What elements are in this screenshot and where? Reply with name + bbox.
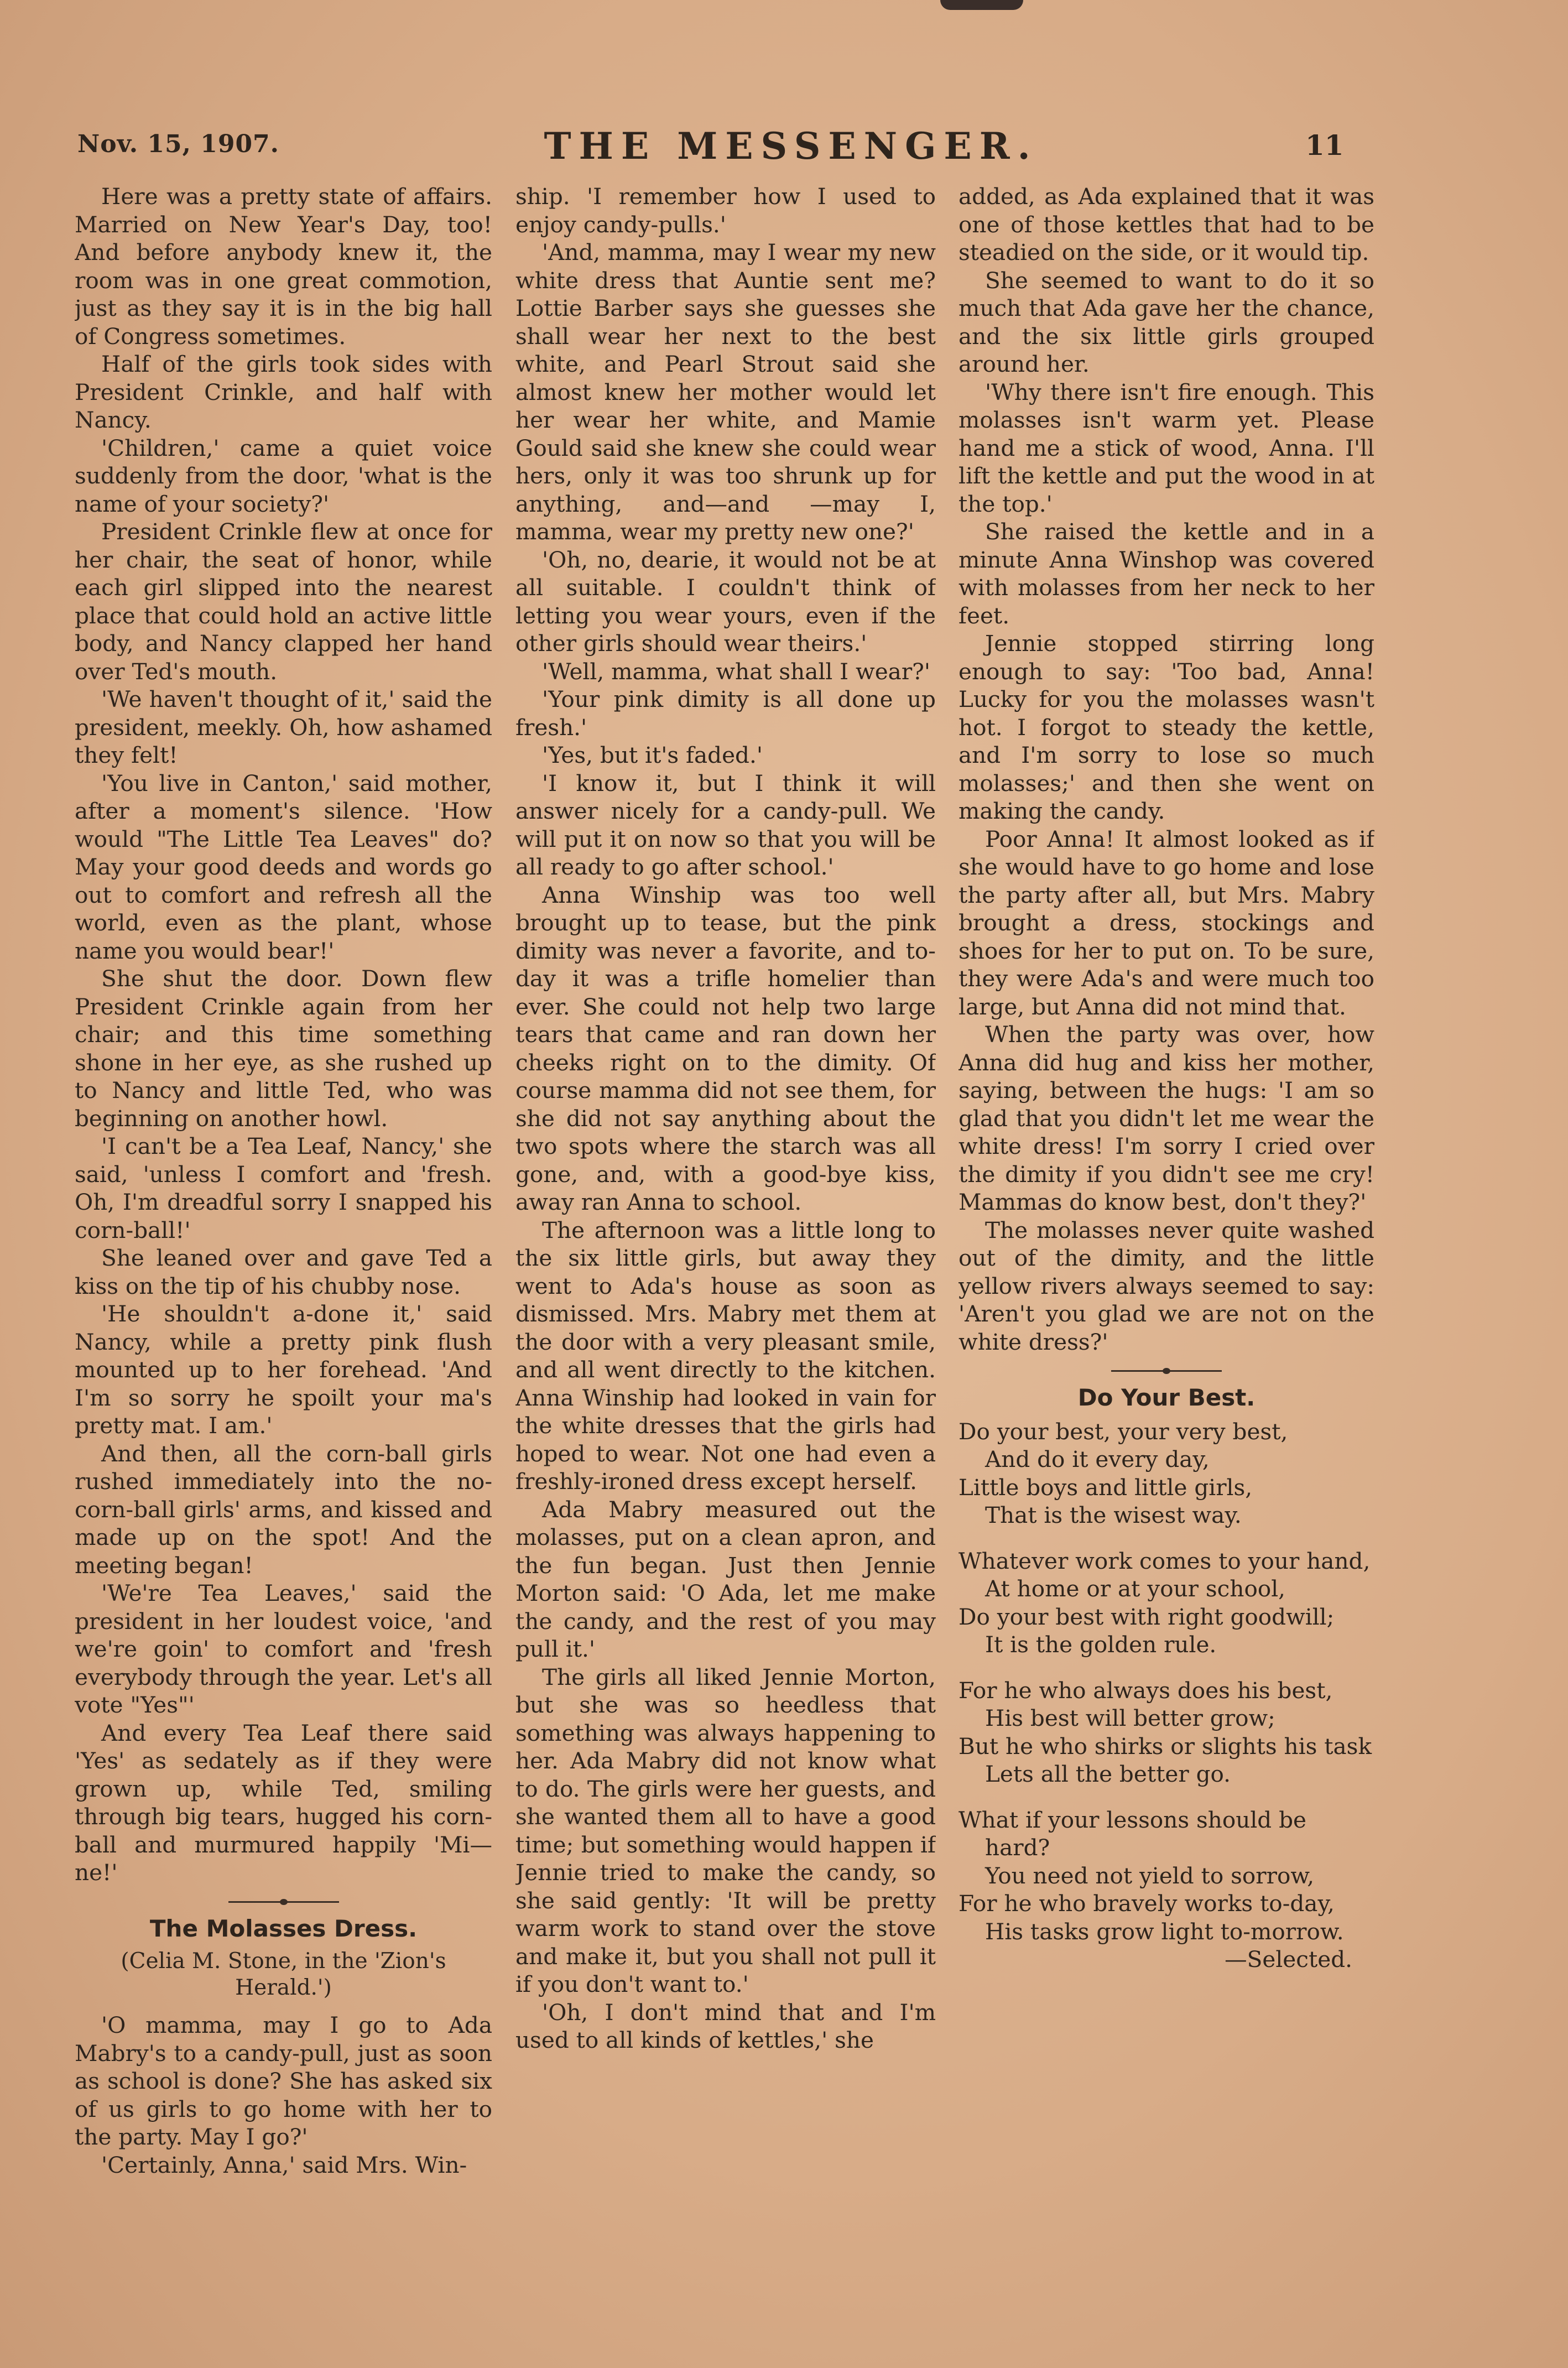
column-3 <box>958 183 1374 2279</box>
paragraph: The molasses never quite washed out of the dimity, and the little yellow rivers always seemed to say: 'Aren't you glad we are not on the white dress?' <box>958 1216 1374 1355</box>
paragraph: added, as Ada explained that it was one of those kettles that had to be steadied on the side, or it would tip. <box>958 183 1374 266</box>
paragraph: She leaned over and gave Ted a kiss on the tip of his chubby nose. <box>75 1245 492 1299</box>
paragraph: 'Your pink dimity is all done up fresh.' <box>515 686 936 741</box>
poem-stanza <box>958 1547 1374 1659</box>
poem-line: At home or at your school, <box>985 1575 1286 1602</box>
poem-line: Do your best with right goodwill; <box>958 1603 1335 1630</box>
column-2 <box>515 183 936 2279</box>
poem-line: For he who bravely works to-day, <box>958 1890 1335 1917</box>
poem-line: But he who shirks or slights his task <box>958 1732 1372 1760</box>
paragraph: 'And, mamma, may I wear my new white dress that Auntie sent me? Lottie Barber says she guesses she shall wear her next to the best white, and Pearl Strout said she almost knew her mother would let her wear her white, and Mamie Gould said she knew she could wear hers, only it was too shrunk up for anything, and—and —may I, mamma, wear my pretty new one?' <box>515 239 936 545</box>
page-number: 11 <box>1305 129 1344 162</box>
paragraph: Here was a pretty state of affairs. Married on New Year's Day, too! And before anybody knew it, the room was in one great commotion, just as they say it is in the big hall of Congress sometimes. <box>75 183 492 350</box>
poem-title: Do Your Best. <box>1077 1384 1256 1411</box>
story-credit: (Celia M. Stone, in the 'Zion's Herald.') <box>121 1949 446 2000</box>
poem-signoff: —Selected. <box>1225 1946 1352 1973</box>
paragraph: Jennie stopped stirring long enough to say: 'Too bad, Anna! Lucky for you the molasses wasn't hot. I forgot to steady the kettle, and I'm sorry to lose so much molasses;' and then she went on making the candy. <box>958 630 1374 824</box>
paragraph: 'Well, mamma, what shall I wear?' <box>542 658 931 685</box>
section-divider <box>228 1901 339 1903</box>
story-title: The Molasses Dress. <box>149 1914 418 1942</box>
poem-stanza <box>958 1418 1374 1529</box>
paragraph: President Crinkle flew at once for her chair, the seat of honor, while each girl slipped into the nearest place that could hold an active little body, and Nancy clapped her hand over Ted's mouth. <box>75 518 492 685</box>
paragraph: 'Oh, I don't mind that and I'm used to all kinds of kettles,' she <box>515 1999 936 2053</box>
paragraph: 'Why there isn't fire enough. This molasses isn't warm yet. Please hand me a stick of wood, Anna. I'll lift the kettle and put the wood in at the top.' <box>958 378 1374 517</box>
paragraph: 'You live in Canton,' said mother, after a moment's silence. 'How would "The Little Tea Leaves" do? May your good deeds and words go out to comfort and refresh all the world, even as the plant, whose name you would bear!' <box>75 769 492 964</box>
poem-stanza <box>958 1806 1374 1946</box>
paragraph: The afternoon was a little long to the six little girls, but away they went to Ada's house as soon as dismissed. Mrs. Mabry met them at the door with a very pleasant smile, and all went directly to the kitchen. Anna Winship had looked in vain for the white dresses that the girls had hoped to wear. Not one had even a freshly-ironed dress except herself. <box>515 1216 936 1495</box>
paragraph: 'Children,' came a quiet voice suddenly from the door, 'what is the name of your society?' <box>75 434 492 517</box>
paragraph: 'I can't be a Tea Leaf, Nancy,' she said, 'unless I comfort and 'fresh. Oh, I'm dreadful sorry I snapped his corn-ball!' <box>75 1133 492 1243</box>
paragraph: The girls all liked Jennie Morton, but she was so heedless that something was always happening to her. Ada Mabry did not know what to do. The girls were her guests, and she wanted them all to have a good time; but something would happen if Jennie tried to make the candy, so she said gently: 'It will be pretty warm work to stand over the stove and make it, but you shall not pull it if you don't want to.' <box>515 1663 936 1997</box>
section-divider <box>1111 1370 1222 1372</box>
paragraph: 'He shouldn't a-done it,' said Nancy, while a pretty pink flush mounted up to her forehead. 'And I'm so sorry he spoilt your ma's pretty mat. I am.' <box>75 1300 492 1439</box>
poem-stanza <box>958 1677 1374 1788</box>
paragraph: Half of the girls took sides with President Crinkle, and half with Nancy. <box>75 351 492 433</box>
poem-line: His tasks grow light to-morrow. <box>985 1918 1344 1945</box>
poem-line: What if your lessons should be hard? <box>958 1806 1306 1861</box>
paragraph: And every Tea Leaf there said 'Yes' as sedately as if they were grown up, while Ted, smiling through big tears, hugged his corn-ball and murmured happily 'Mi—ne!' <box>75 1719 492 1886</box>
binding-tab-mark <box>940 0 1023 10</box>
masthead-title: THE MESSENGER. <box>544 124 1038 168</box>
paragraph: 'I know it, but I think it will answer nicely for a candy-pull. We will put it on now so that you will be all ready to go after school.' <box>515 769 936 880</box>
issue-date: Nov. 15, 1907. <box>77 130 279 158</box>
page-header <box>0 124 1568 174</box>
poem-line: For he who always does his best, <box>958 1677 1333 1704</box>
paragraph: Poor Anna! It almost looked as if she would have to go home and lose the party after all, but Mrs. Mabry brought a dress, stockings and shoes for her to put on. To be sure, they were Ada's and were much too large, but Anna did not mind that. <box>958 825 1374 1020</box>
poem-line: And do it every day, <box>985 1446 1210 1472</box>
paragraph: Anna Winship was too well brought up to tease, but the pink dimity was never a favorite, and to-day it was a trifle homelier than ever. She could not help two large tears that came and ran down her cheeks right on to the dimity. Of course mamma did not see them, for she did not say anything about the two spots where the starch was all gone, and, with a good-bye kiss, away ran Anna to school. <box>515 881 936 1215</box>
poem-line: Do your best, your very best, <box>958 1418 1288 1445</box>
paragraph: And then, all the corn-ball girls rushed immediately into the no-corn-ball girls' arms, and kissed and made up on the spot! And the meeting began! <box>75 1440 492 1579</box>
paragraph: 'Certainly, Anna,' said Mrs. Win- <box>101 2151 467 2178</box>
paragraph: 'Yes, but it's faded.' <box>542 742 763 768</box>
paragraph: 'Oh, no, dearie, it would not be at all suitable. I couldn't think of letting you wear yours, even if the other girls should wear theirs.' <box>515 546 936 657</box>
poem-line: Whatever work comes to your hand, <box>958 1547 1371 1574</box>
poem-line: You need not yield to sorrow, <box>985 1862 1315 1889</box>
paragraph: Ada Mabry measured out the molasses, put on a clean apron, and the fun began. Just then Jennie Morton said: 'O Ada, let me make the candy, and the rest of you may pull it.' <box>515 1496 936 1662</box>
paragraph: 'We haven't thought of it,' said the president, meekly. Oh, how ashamed they felt! <box>75 686 492 768</box>
paragraph: ship. 'I remember how I used to enjoy candy-pulls.' <box>515 183 936 238</box>
column-1 <box>75 183 492 2279</box>
poem-line: His best will better grow; <box>985 1705 1275 1731</box>
paragraph: 'O mamma, may I go to Ada Mabry's to a candy-pull, just as soon as school is done? She has asked six of us girls to go home with her to the party. May I go?' <box>75 2012 492 2150</box>
paragraph: When the party was over, how Anna did hug and kiss her mother, saying, between the hugs: 'I am so glad that you didn't let me wear the white dress! I'm sorry I cried over the dimity if you didn't see me cry! Mammas do know best, don't they?' <box>958 1021 1374 1215</box>
poem-line: Lets all the better go. <box>985 1761 1231 1787</box>
poem-line: It is the golden rule. <box>985 1631 1217 1658</box>
poem-line: Little boys and little girls, <box>958 1474 1253 1501</box>
paragraph: She raised the kettle and in a minute Anna Winshop was covered with molasses from her neck to her feet. <box>958 518 1374 629</box>
paragraph: She shut the door. Down flew President Crinkle again from her chair; and this time something shone in her eye, as she rushed up to Nancy and little Ted, who was beginning on another howl. <box>75 965 492 1132</box>
poem-line: That is the wisest way. <box>985 1502 1242 1528</box>
paragraph: She seemed to want to do it so much that Ada gave her the chance, and the six little girls grouped around her. <box>958 267 1374 377</box>
paragraph: 'We're Tea Leaves,' said the president in her loudest voice, 'and we're goin' to comfort and 'fresh everybody through the year. Let's all vote "Yes"' <box>75 1580 492 1718</box>
